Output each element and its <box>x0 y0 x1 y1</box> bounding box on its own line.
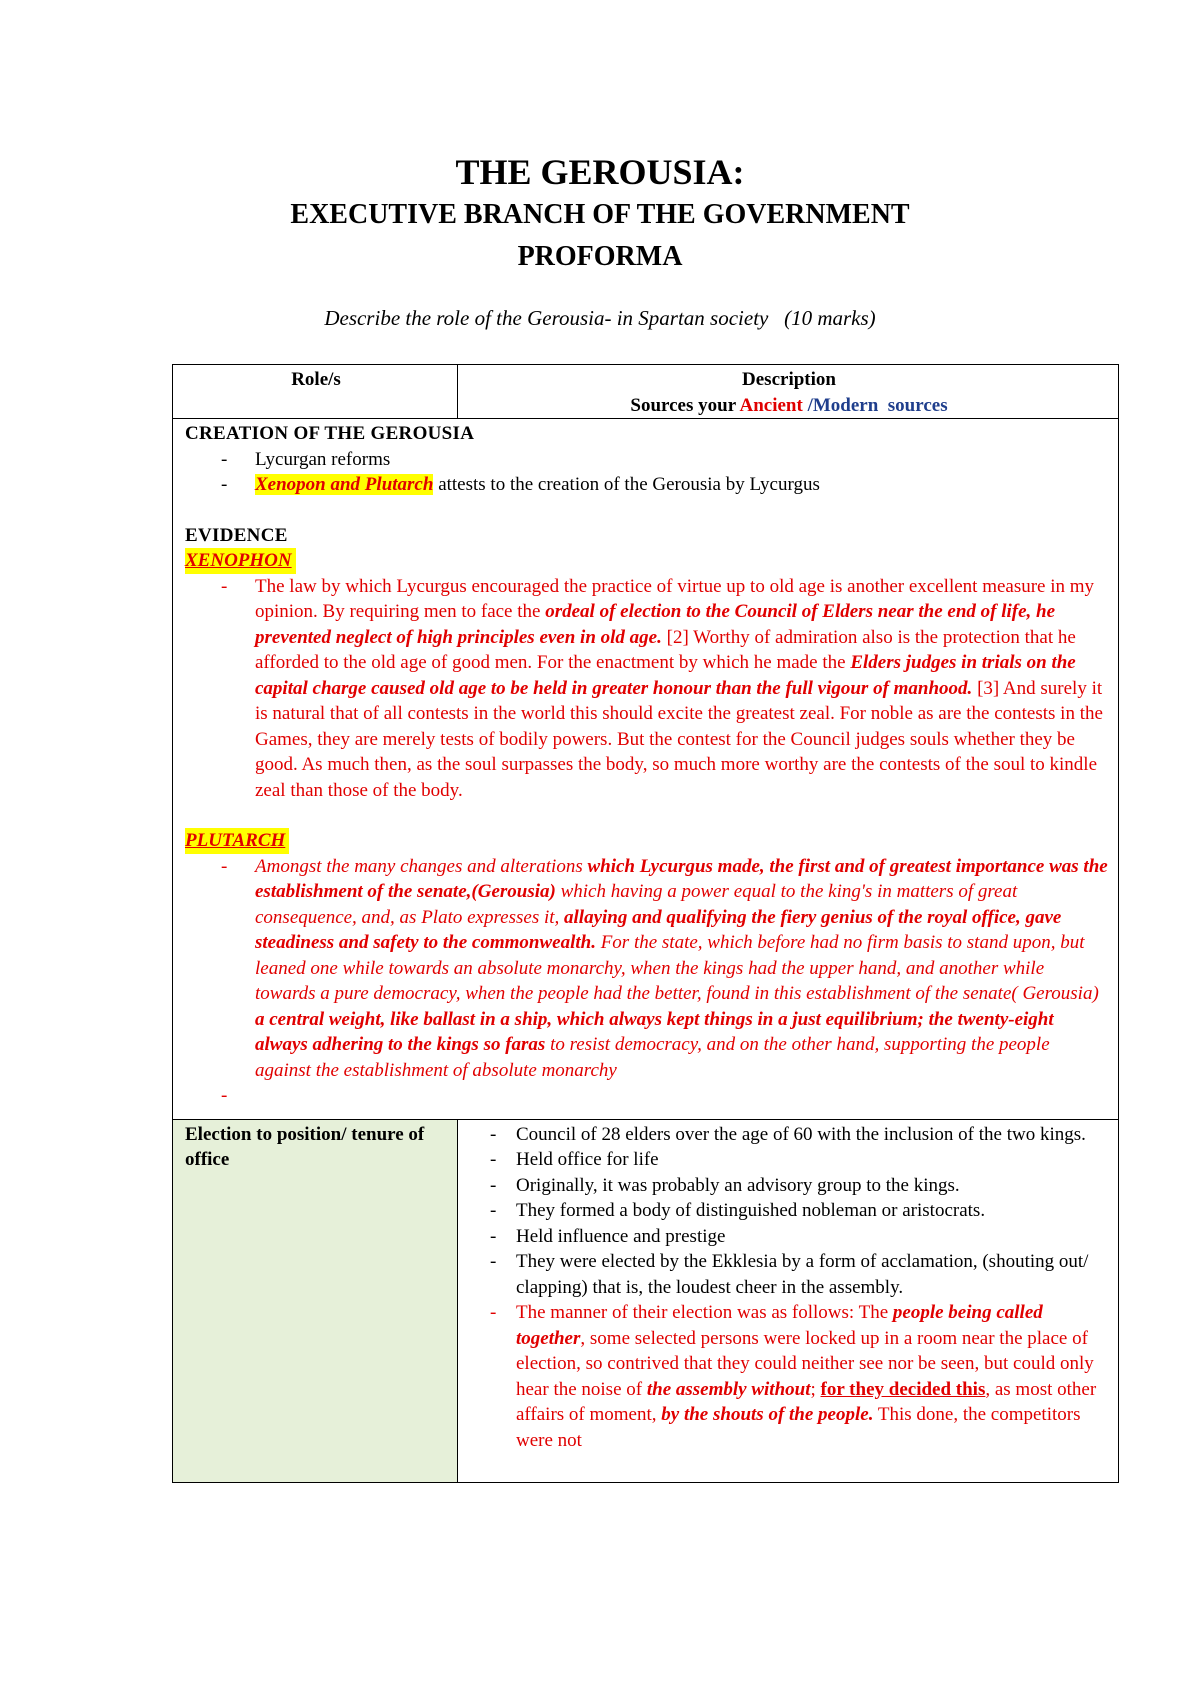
quote-emphasis: Elders judges in trials on the capital charge caused old age to be held in greater honour than the full vigour of manhood. <box>255 652 1076 699</box>
header-description <box>458 365 1119 419</box>
quote-emphasis: a central weight, like ballast in a ship, which always kept things in a just equilibrium; the twenty-eight always adhering to the kings so faras <box>255 1008 1054 1055</box>
xenophon-heading: XENOPHON <box>185 548 296 574</box>
quote-underlined: for they decided this <box>820 1378 986 1400</box>
highlight-sources: Xenopon and Plutarch <box>255 474 434 495</box>
proforma-table <box>172 364 1119 1483</box>
document-title: THE GEROUSIA: <box>455 152 745 192</box>
empty-list-item <box>185 1083 1108 1109</box>
quote-text: For the state, which before had no firm basis to stand upon, but leaned one while towards an absolute monarchy, when the kings had the upper hand, and another while towards a pure democracy, when the people had the better, found in this establishment of the senate( Gerousia) <box>255 932 1099 1004</box>
quote-text: The law by which Lycurgus encouraged the practice of virtue up to old age is another excellent measure in my opinion. By requiring men to face the <box>255 575 1095 622</box>
role-election: Election to position/ tenure of office <box>173 1119 458 1482</box>
xenophon-list <box>185 574 1108 804</box>
list-item: - Held office for life <box>478 1147 1108 1173</box>
quote-text: to resist democracy, and on the other hand, supporting the people against the establishment of absolute monarchy <box>255 1034 1050 1081</box>
sources-prefix: Sources your <box>630 394 740 416</box>
plutarch-list <box>185 854 1108 1109</box>
quote-text: [3] And surely it is natural that of all contests in the world this should excite the greatest zeal. For noble as are the contests in the Games, they are merely tests of bodily powers. But the contest for the Council judges souls whether they be good. As much then, as the soul surpasses the body, so much more worthy are the contests of the soul to kindle zeal than those of the body. <box>255 677 1103 801</box>
quote-emphasis: people being called together <box>516 1302 1043 1349</box>
quote-emphasis: which Lycurgus made, the first and of greatest importance was the establishment of the senate,(Gerousia) <box>255 855 1108 902</box>
quote-text: [2] Worthy of admiration also is the protection that he afforded to the old age of good men. For the enactment by which he made the <box>255 626 1076 673</box>
creation-cell <box>173 419 1119 1120</box>
title-block <box>0 150 1200 278</box>
list-item: - Council of 28 elders over the age of 60 with the inclusion of the two kings. <box>478 1122 1108 1148</box>
xenophon-quote <box>185 574 1108 804</box>
creation-list <box>185 447 1108 498</box>
list-item <box>185 472 1108 498</box>
quote-text: which having a power equal to the king's in matters of great consequence, and, as Plato expresses it, <box>255 881 1018 928</box>
plutarch-heading: PLUTARCH <box>185 828 289 854</box>
list-item: - Lycurgan reforms <box>185 447 1108 473</box>
sources-separator: / <box>802 394 813 416</box>
plutarch-quote <box>185 854 1108 1084</box>
evidence-heading: EVIDENCE <box>185 524 288 546</box>
list-item: - They were elected by the Ekklesia by a form of acclamation, (shouting out/ clapping) that is, the loudest cheer in the assembly. <box>478 1249 1108 1300</box>
quote-emphasis: by the shouts of the people. <box>661 1404 874 1425</box>
election-list <box>478 1122 1108 1454</box>
modern-label: Modern sources <box>812 394 948 416</box>
quote-emphasis: the assembly without <box>646 1378 811 1400</box>
quote-text: Amongst the many changes and alterations <box>255 855 588 877</box>
list-item: - They formed a body of distinguished nobleman or aristocrats. <box>478 1198 1108 1224</box>
table-header-row <box>173 365 1119 419</box>
list-item <box>478 1300 1108 1453</box>
quote-text: This done, the competitors were not <box>516 1404 1081 1451</box>
quote-text: , as most other affairs of moment, <box>516 1378 1097 1425</box>
document-subtitle-2: PROFORMA <box>517 241 683 272</box>
election-row <box>173 1119 1119 1482</box>
list-item-text: attests to the creation of the Gerousia by Lycurgus <box>433 474 820 495</box>
exam-question: Describe the role of the Gerousia- in Spartan society (10 marks) <box>324 306 876 330</box>
election-description <box>458 1119 1119 1482</box>
quote-text: , some selected persons were locked up in a room near the place of election, so contrived that they could neither see nor be seen, but could only hear the noise of <box>516 1327 1094 1400</box>
list-item: - Originally, it was probably an advisory group to the kings. <box>478 1173 1108 1199</box>
quote-text: ; <box>810 1378 821 1400</box>
quote-emphasis: ordeal of election to the Council of Elders near the end of life, he prevented neglect of high principles even in old age. <box>255 601 1056 648</box>
header-sources <box>470 393 1108 419</box>
document-subtitle: EXECUTIVE BRANCH OF THE GOVERNMENT <box>290 199 910 230</box>
creation-row <box>173 419 1119 1120</box>
list-item: - Held influence and prestige <box>478 1224 1108 1250</box>
creation-heading: CREATION OF THE GEROUSIA <box>185 423 475 444</box>
quote-emphasis: allaying and qualifying the fiery genius of the royal office, gave steadiness and safety to the commonwealth. <box>255 906 1062 953</box>
ancient-label: Ancient <box>739 394 803 416</box>
quote-text: The manner of their election was as follows: The <box>516 1302 893 1323</box>
header-description-label: Description <box>742 369 836 390</box>
header-roles: Role/s <box>173 365 458 419</box>
